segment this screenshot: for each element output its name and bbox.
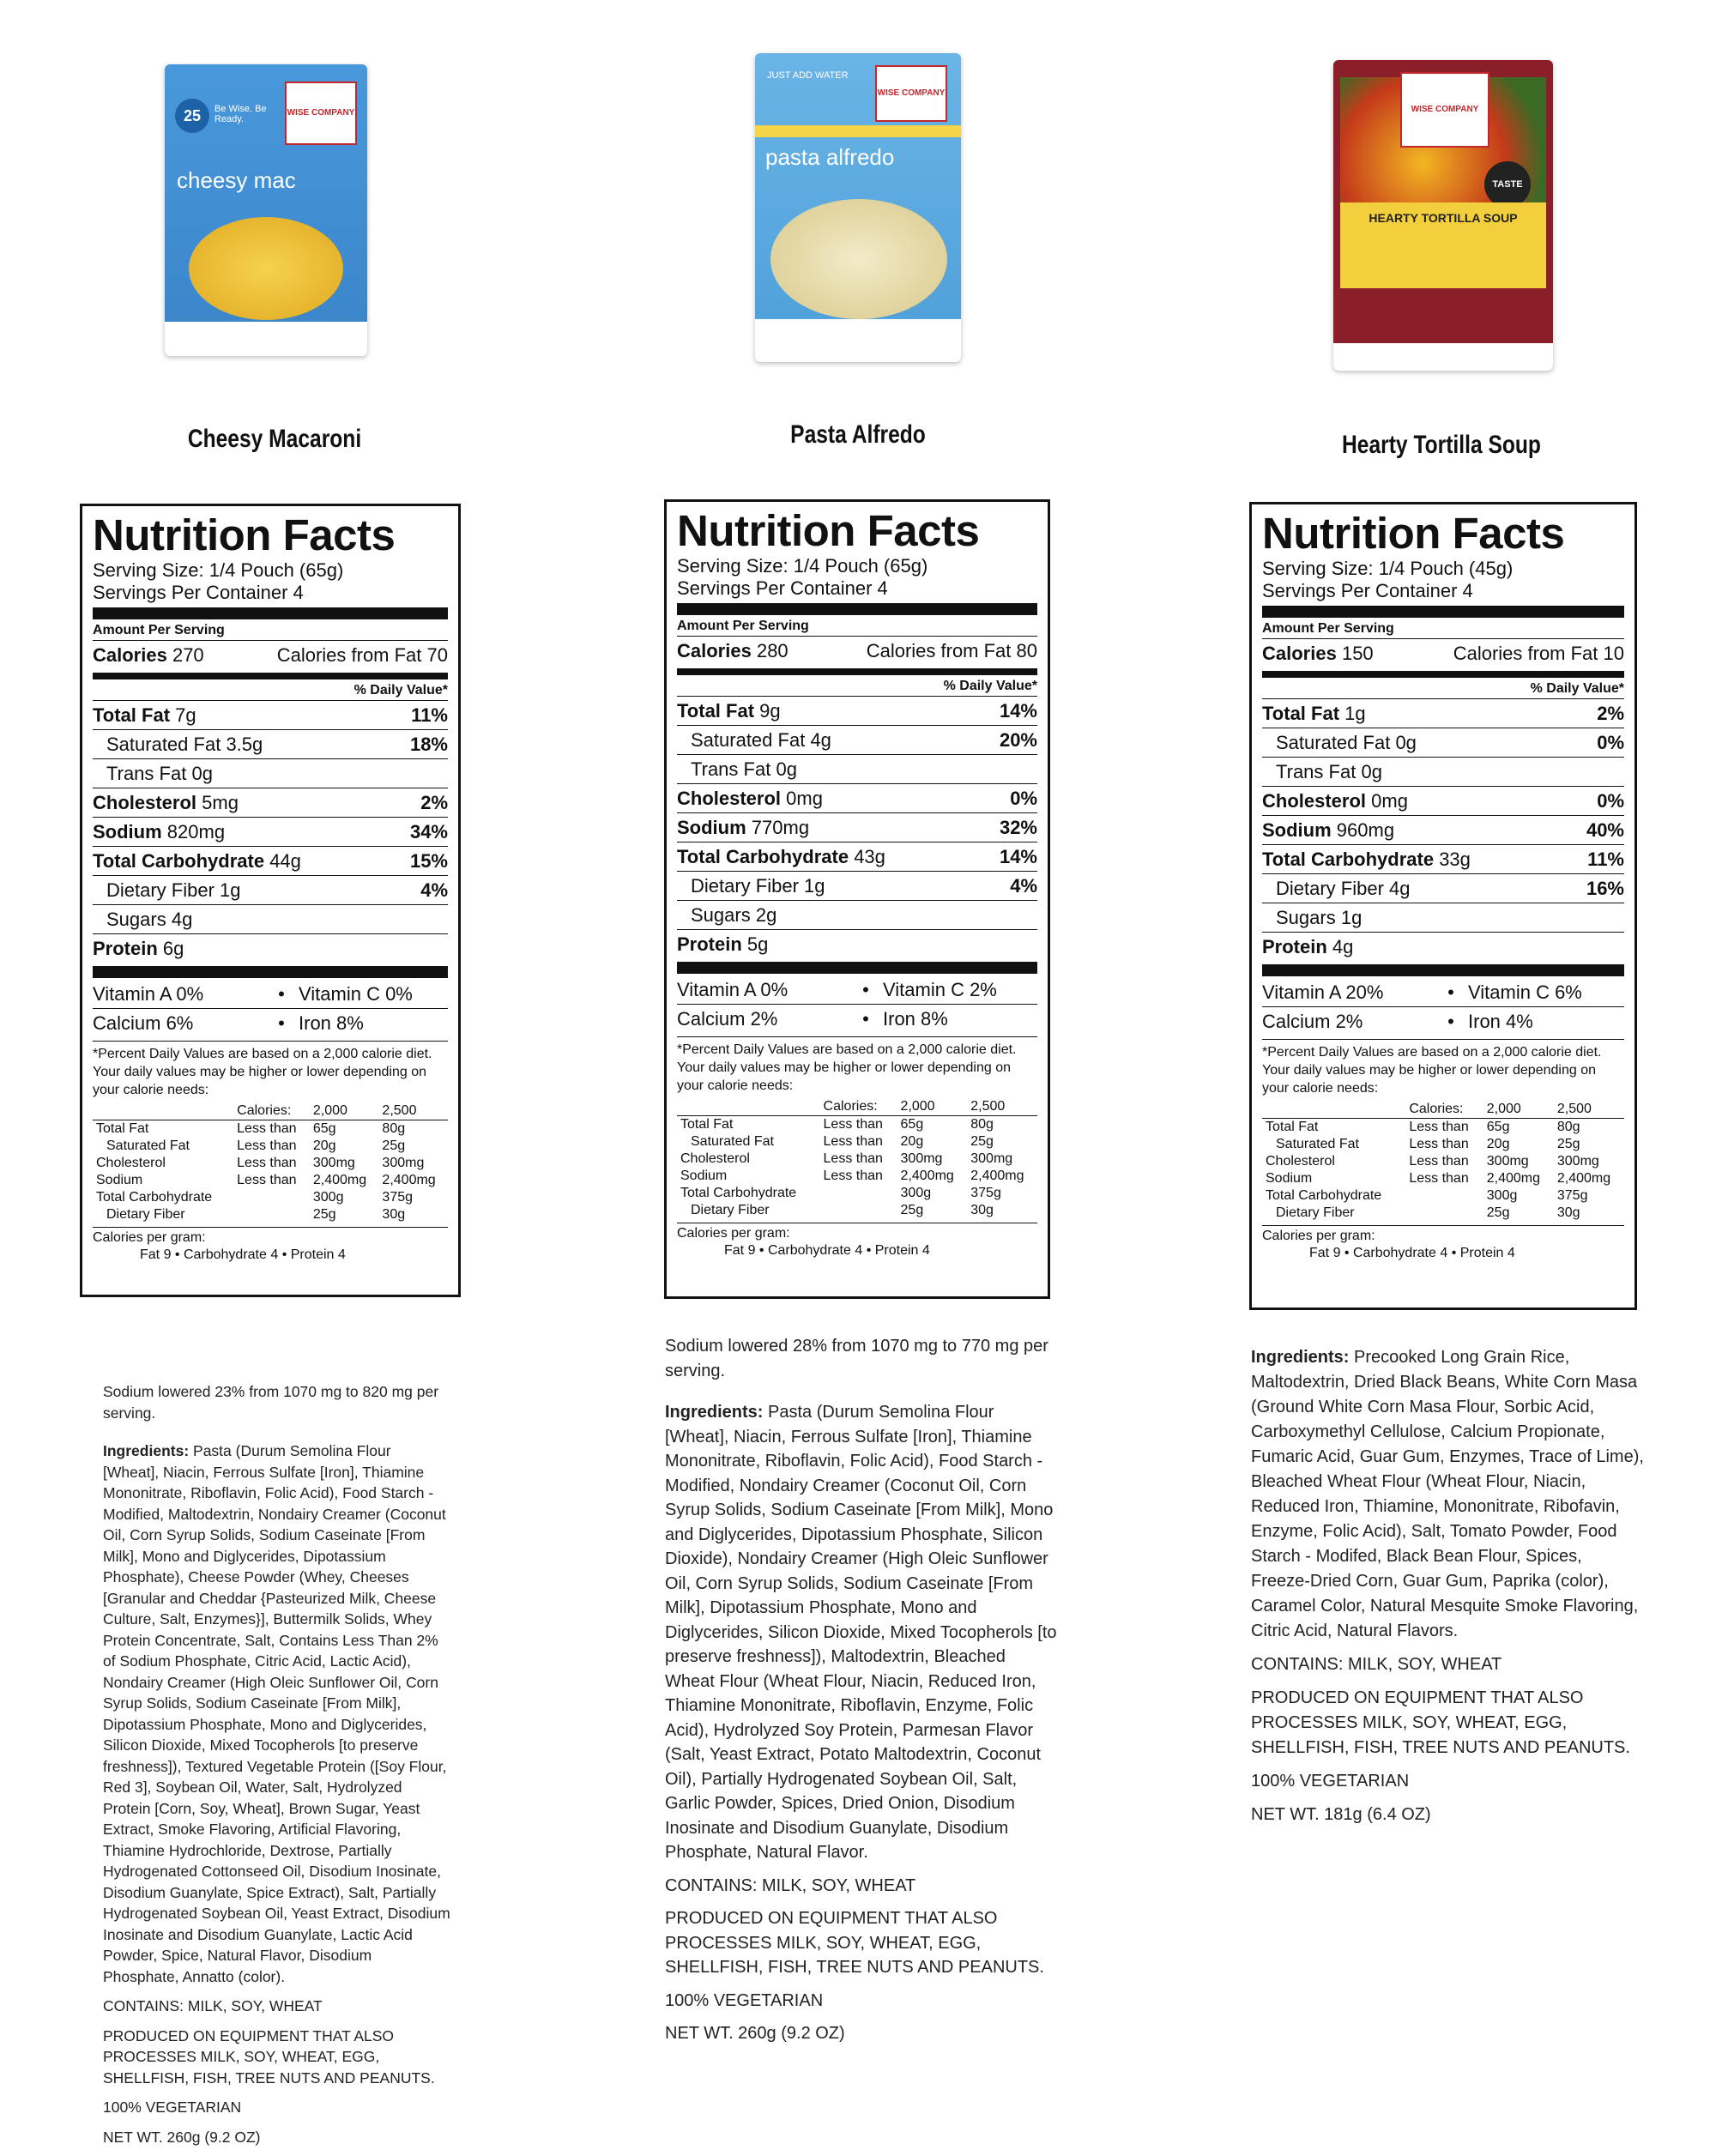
product-column-2 [583, 0, 1133, 2145]
nutrient-row: Trans Fat 0g [1262, 757, 1624, 786]
equipment-warning: PRODUCED ON EQUIPMENT THAT ALSO PROCESSES MILK, SOY, WHEAT, EGG, SHELLFISH, FISH, TREE NUTS AND PEANUTS. [103, 2026, 435, 2087]
contains: CONTAINS: MILK, SOY, WHEAT [103, 1997, 323, 2014]
daily-value-header: % Daily Value* [1530, 681, 1624, 696]
product-column-1 [0, 0, 549, 2145]
ingredients: Precooked Long Grain Rice, Maltodextrin, Dried Black Beans, White Corn Masa (Ground White Corn Masa Flour, Sorbic Acid, Carboxymethyl Cellulose, Calcium Propionate, Fumaric Acid, Guar Gum, Enzymes, Trace of Lime), Bleached Wheat Flour (Wheat Flour, Niacin, Reduced Iron, Thiamine, Mononitrate, Ribofavin, Enzyme, Folic Acid), Salt, Tomato Powder, Food Starch - Modifed, Black Bean Flour, Spices, Freeze-Dried Corn, Guar Gum, Paprika (color), Caramel Color, Natural Mesquite Smoke Flavoring, Citric Acid, Natural Flavors. [1251, 1348, 1644, 1640]
dv-reference-row: Total Carbohydrate 300g 375g [1266, 1188, 1588, 1203]
nutrient-row: Dietary Fiber 1g 4% [677, 871, 1037, 900]
dv-reference-row: Total Fat Less than 65g 80g [96, 1121, 406, 1136]
serving-size: Serving Size: 1/4 Pouch (65g) [93, 559, 344, 581]
nutrient-row: Total Carbohydrate 33g 11% [1262, 844, 1624, 873]
nutrient-row: Total Fat 1g 2% [1262, 698, 1624, 728]
food-photo [189, 217, 343, 320]
dv-reference-row: Dietary Fiber 25g 30g [691, 1203, 994, 1217]
nutrition-facts-panel [1249, 502, 1637, 1310]
dv-reference-row: Total Carbohydrate 300g 375g [96, 1190, 414, 1205]
daily-value-header: % Daily Value* [353, 683, 448, 698]
net-weight: NET WT. 181g (6.4 OZ) [1251, 1805, 1431, 1824]
nutrient-row: Sodium 820mg 34% [93, 817, 448, 846]
package-name: cheesy mac [177, 167, 296, 193]
nf-heading: Nutrition Facts [677, 506, 980, 555]
contains: CONTAINS: MILK, SOY, WHEAT [1251, 1655, 1502, 1674]
nutrient-row: Sugars 1g [1262, 903, 1624, 932]
nutrient-row: Saturated Fat 0g 0% [1262, 728, 1624, 757]
dv-reference-table: Calories: 2,000 2,500 Total Fat Less than 65g 80g Saturated Fat Less than 20g 25g Cholesterol Less than 300mg 300mg Sodium Less than 2,400mg 2,400mg Total Carbohydrate 300g 375g Dietary Fiber 25g 30g [93, 1102, 448, 1223]
mineral-row: Calcium 2% • Iron 4% [1262, 1006, 1624, 1036]
amount-per-serving: Amount Per Serving [1262, 621, 1394, 636]
nutrient-row: Saturated Fat 3.5g 18% [93, 729, 448, 758]
package-name: HEARTY TORTILLA SOUP [1369, 211, 1518, 225]
dv-reference-row: Sodium Less than 2,400mg 2,400mg [680, 1169, 1024, 1183]
vegetarian: 100% VEGETARIAN [665, 1990, 824, 2010]
nf-heading: Nutrition Facts [93, 510, 396, 559]
food-photo [770, 199, 947, 319]
equipment-warning: PRODUCED ON EQUIPMENT THAT ALSO PROCESSES MILK, SOY, WHEAT, EGG, SHELLFISH, FISH, TREE NUTS AND PEANUTS. [1251, 1688, 1630, 1757]
contains: CONTAINS: MILK, SOY, WHEAT [665, 1875, 916, 1895]
nutrient-row: Saturated Fat 4g 20% [677, 725, 1037, 754]
equipment-warning: PRODUCED ON EQUIPMENT THAT ALSO PROCESSES MILK, SOY, WHEAT, EGG, SHELLFISH, FISH, TREE NUTS AND PEANUTS. [665, 1909, 1044, 1977]
package-tagline: Be Wise. Be Ready. [214, 104, 267, 124]
dv-reference-row: Dietary Fiber 25g 30g [106, 1207, 406, 1222]
nutrient-row: Protein 6g [93, 933, 448, 963]
dv-footnote: *Percent Daily Values are based on a 2,000 calorie diet. Your daily values may be higher or lower depending on your calorie needs: [1262, 1039, 1624, 1097]
package-image-3 [1333, 60, 1553, 371]
nutrient-row: Total Carbohydrate 44g 15% [93, 846, 448, 875]
vitamin-row: Vitamin A 20% • Vitamin C 6% [1262, 981, 1582, 1003]
vegetarian: 100% VEGETARIAN [103, 2099, 242, 2116]
nutrient-row: Cholesterol 0mg 0% [677, 783, 1037, 812]
dv-reference-row: Cholesterol Less than 300mg 300mg [1266, 1154, 1599, 1169]
nutrition-facts-panel [80, 504, 461, 1297]
calories-row: Calories 280 Calories from Fat 80 [677, 636, 1037, 665]
nutrient-row: Dietary Fiber 1g 4% [93, 875, 448, 904]
vitamin-row: Vitamin A 0% • Vitamin C 2% [677, 979, 997, 1000]
brand-logo: WISE COMPANY [285, 82, 357, 145]
brand-logo: WISE COMPANY [875, 65, 947, 122]
product-text-3: Ingredients: Precooked Long Grain Rice, Maltodextrin, Dried Black Beans, White Corn Masa (Ground White Corn Masa Flour, Sorbic Acid, Carboxymethyl Cellulose, Calcium Propionate, Fumaric Acid, Guar Gum, Enzymes, Trace of Lime), Bleached Wheat Flour (Wheat Flour, Niacin, Reduced Iron, Thiamine, Mononitrate, Ribofavin, Enzyme, Folic Acid), Salt, Tomato Powder, Food Starch - Modifed, Black Bean Flour, Spices, Freeze-Dried Corn, Guar Gum, Paprika (color), Caramel Color, Natural Mesquite Smoke Flavoring, Citric Acid, Natural Flavors. CONTAINS: MILK, SOY, WHEAT PRODUCED ON EQUIPMENT THAT ALSO PROCESSES MILK, SOY, WHEAT, EGG, SHELLFISH, FISH, TREE NUTS AND PEANUTS. 100% VEGETARIAN NET WT. 181g (6.4 OZ) [1251, 1345, 1646, 1836]
dv-reference-row: Sodium Less than 2,400mg 2,400mg [96, 1173, 436, 1187]
nutrient-row: Total Fat 7g 11% [93, 700, 448, 729]
dv-reference-row: Total Fat Less than 65g 80g [680, 1117, 994, 1132]
calories-row: Calories 150 Calories from Fat 10 [1262, 638, 1624, 667]
nutrient-row: Sodium 770mg 32% [677, 812, 1037, 842]
nutrient-row: Cholesterol 5mg 2% [93, 788, 448, 817]
nutrient-row: Sodium 960mg 40% [1262, 815, 1624, 844]
vitamin-row: Vitamin A 0% • Vitamin C 0% [93, 983, 413, 1005]
dv-footnote: *Percent Daily Values are based on a 2,000 calorie diet. Your daily values may be higher or lower depending on your calorie needs: [93, 1041, 448, 1099]
nutrient-row: Trans Fat 0g [677, 754, 1037, 783]
nutrient-row: Total Fat 9g 14% [677, 696, 1037, 725]
dv-reference-row: Cholesterol Less than 300mg 300mg [96, 1156, 425, 1170]
nutrient-row: Sugars 4g [93, 904, 448, 933]
nutrient-row: Total Carbohydrate 43g 14% [677, 842, 1037, 871]
dv-reference-row: Saturated Fat Less than 20g 25g [1276, 1137, 1580, 1151]
nutrient-row: Cholesterol 0mg 0% [1262, 786, 1624, 815]
product-column-3 [1167, 0, 1716, 2145]
nutrient-row: Protein 4g [1262, 932, 1624, 961]
package-image-1 [165, 64, 367, 356]
dv-reference-table: Calories: 2,000 2,500 Total Fat Less than 65g 80g Saturated Fat Less than 20g 25g Cholesterol Less than 300mg 300mg Sodium Less than 2,400mg 2,400mg Total Carbohydrate 300g 375g Dietary Fiber 25g 30g [1262, 1101, 1624, 1222]
product-title: Cheesy Macaroni [187, 425, 362, 453]
package-name: pasta alfredo [765, 144, 895, 170]
mineral-row: Calcium 2% • Iron 8% [677, 1004, 1037, 1033]
product-title: Hearty Tortilla Soup [1342, 431, 1541, 459]
dv-reference-row: Cholesterol Less than 300mg 300mg [680, 1151, 1013, 1166]
package-image-2 [755, 53, 961, 362]
servings-per-container: Servings Per Container 4 [1262, 580, 1473, 601]
anniversary-badge: 25 [175, 99, 209, 133]
dv-reference-row: Dietary Fiber 25g 30g [1276, 1205, 1580, 1220]
taste-badge: TASTE [1484, 161, 1531, 208]
calories-per-gram: Calories per gram: Fat 9 • Carbohydrate 4 • Protein 4 [1262, 1225, 1624, 1262]
calories-row: Calories 270 Calories from Fat 70 [93, 640, 448, 669]
amount-per-serving: Amount Per Serving [93, 623, 225, 637]
nf-heading: Nutrition Facts [1262, 509, 1565, 558]
sodium-note: Sodium lowered 28% from 1070 mg to 770 mg per serving. [665, 1337, 1048, 1380]
nutrition-facts-panel [664, 499, 1050, 1299]
calories-per-gram: Calories per gram: Fat 9 • Carbohydrate 4 • Protein 4 [677, 1223, 1037, 1259]
mineral-row: Calcium 6% • Iron 8% [93, 1008, 448, 1037]
product-title: Pasta Alfredo [790, 420, 926, 449]
dv-reference-row: Sodium Less than 2,400mg 2,400mg [1266, 1171, 1611, 1186]
sodium-note: Sodium lowered 23% from 1070 mg to 820 mg per serving. [103, 1383, 439, 1422]
daily-value-header: % Daily Value* [943, 679, 1037, 693]
serving-size: Serving Size: 1/4 Pouch (65g) [677, 555, 928, 577]
net-weight: NET WT. 260g (9.2 OZ) [665, 2024, 845, 2043]
product-text-2: Sodium lowered 28% from 1070 mg to 770 mg per serving. Ingredients: Pasta (Durum Semolina Flour [Wheat], Niacin, Ferrous Sulfate [Iron], Thiamine Mononitrate, Riboflavin, Folic Acid), Food Starch - Modified, Nondairy Creamer (Coconut Oil, Corn Syrup Solids, Sodium Caseinate [From Milk], Mono and Diglycerides, Dipotassium Phosphate, Silicon Dioxide), Nondairy Creamer (High Oleic Sunflower Oil, Corn Syrup Solids, Sodium Caseinate [From Milk], Dipotassium Phosphate, Mono and Diglycerides, Silicon Dioxide, Mixed Tocopherols [to preserve freshness]), Maltodextrin, Bleached Wheat Flour (Wheat Flour, Niacin, Reduced Iron, Thiamine Mononitrate, Riboflavin, Enzyme, Folic Acid), Hydrolyzed Soy Protein, Parmesan Flavor (Salt, Yeast Extract, Potato Maltodextrin, Coconut Oil), Partially Hydrogenated Soybean Oil, Salt, Garlic Powder, Spices, Dried Onion, Disodium Inosinate and Disodium Guanylate, Disodium Phosphate, Natural Flavor. CONTAINS: MILK, SOY, WHEAT PRODUCED ON EQUIPMENT THAT ALSO PROCESSES MILK, SOY, WHEAT, EGG, SHELLFISH, FISH, TREE NUTS AND PEANUTS. 100% VEGETARIAN NET WT. 260g (9.2 OZ) [665, 1334, 1060, 2055]
nutrient-row: Sugars 2g [677, 900, 1037, 929]
dv-reference-table: Calories: 2,000 2,500 Total Fat Less than 65g 80g Saturated Fat Less than 20g 25g Cholesterol Less than 300mg 300mg Sodium Less than 2,400mg 2,400mg Total Carbohydrate 300g 375g Dietary Fiber 25g 30g [677, 1098, 1037, 1219]
servings-per-container: Servings Per Container 4 [677, 577, 888, 599]
dv-reference-row: Saturated Fat Less than 20g 25g [106, 1138, 406, 1153]
nutrient-row: Trans Fat 0g [93, 758, 448, 788]
amount-per-serving: Amount Per Serving [677, 619, 809, 633]
nutrient-row: Dietary Fiber 4g 16% [1262, 873, 1624, 903]
calories-per-gram: Calories per gram: Fat 9 • Carbohydrate 4 • Protein 4 [93, 1227, 448, 1264]
net-weight: NET WT. 260g (9.2 OZ) [103, 2128, 261, 2146]
brand-logo: WISE COMPANY [1400, 72, 1489, 148]
package-tagline: JUST ADD WATER [767, 70, 849, 81]
dv-footnote: *Percent Daily Values are based on a 2,000 calorie diet. Your daily values may be higher or lower depending on your calorie needs: [677, 1036, 1037, 1095]
dv-reference-row: Total Carbohydrate 300g 375g [680, 1186, 1001, 1200]
ingredients: Pasta (Durum Semolina Flour [Wheat], Niacin, Ferrous Sulfate [Iron], Thiamine Mononitrate, Riboflavin, Folic Acid), Food Starch - Modified, Nondairy Creamer (Coconut Oil, Corn Syrup Solids, Sodium Caseinate [From Milk], Mono and Diglycerides, Dipotassium Phosphate, Silicon Dioxide), Nondairy Creamer (High Oleic Sunflower Oil, Corn Syrup Solids, Sodium Caseinate [From Milk], Dipotassium Phosphate, Mono and Diglycerides, Silicon Dioxide, Mixed Tocopherols [to preserve freshness]), Maltodextrin, Bleached Wheat Flour (Wheat Flour, Niacin, Reduced Iron, Thiamine Mononitrate, Riboflavin, Enzyme, Folic Acid), Hydrolyzed Soy Protein, Parmesan Flavor (Salt, Yeast Extract, Potato Maltodextrin, Coconut Oil), Partially Hydrogenated Soybean Oil, Salt, Garlic Powder, Spices, Dried Onion, Disodium Inosinate and Disodium Guanylate, Disodium Phosphate, Natural Flavor. [665, 1403, 1057, 1862]
servings-per-container: Servings Per Container 4 [93, 582, 304, 603]
nutrient-row: Protein 5g [677, 929, 1037, 958]
dv-reference-row: Saturated Fat Less than 20g 25g [691, 1134, 994, 1149]
vegetarian: 100% VEGETARIAN [1251, 1772, 1410, 1791]
dv-reference-row: Total Fat Less than 65g 80g [1266, 1120, 1580, 1134]
ingredients: Pasta (Durum Semolina Flour [Wheat], Niacin, Ferrous Sulfate [Iron], Thiamine Mononitrate, Riboflavin, Folic Acid), Food Starch - Modified, Maltodextrin, Nondairy Creamer (Coconut Oil, Corn Syrup Solids, Sodium Caseinate [From Milk], Mono and Diglycerides, Dipotassium Phosphate), Cheese Powder (Whey, Cheeses [Granular and Cheddar {Pasteurized Milk, Cheese Culture, Salt, Enzymes}], Buttermilk Solids, Whey Protein Concentrate, Salt, Contains Less Than 2% of Sodium Phosphate, Citric Acid, Lactic Acid), Nondairy Creamer (High Oleic Sunflower Oil, Corn Syrup Solids, Sodium Caseinate [From Milk], Dipotassium Phosphate, Mono and Diglycerides, Silicon Dioxide, Mixed Tocopherols [to preserve freshness]), Textured Vegetable Protein ([Soy Flour, Red 3], Soybean Oil, Water, Salt, Hydrolyzed Protein [Corn, Soy, Wheat], Brown Sugar, Yeast Extract, Smoke Flavoring, Artificial Flavoring, Thiamine Hydrochloride, Dextrose, Partially Hydrogenated Cottonseed Oil, Disodium Inosinate, Disodium Guanylate, Spice Extract), Salt, Partially Hydrogenated Soybean Oil, Yeast Extract, Disodium Inosinate and Disodium Guanylate, Lactic Acid Powder, Spice, Natural Flavor, Disodium Phosphate, Annatto (color). [103, 1442, 450, 1985]
serving-size: Serving Size: 1/4 Pouch (45g) [1262, 558, 1514, 579]
product-text-1: Sodium lowered 23% from 1070 mg to 820 mg per serving. Ingredients: Pasta (Durum Semolina Flour [Wheat], Niacin, Ferrous Sulfate [Iron], Thiamine Mononitrate, Riboflavin, Folic Acid), Food Starch - Modified, Maltodextrin, Nondairy Creamer (Coconut Oil, Corn Syrup Solids, Sodium Caseinate [From Milk], Mono and Diglycerides, Dipotassium Phosphate), Cheese Powder (Whey, Cheeses [Granular and Cheddar {Pasteurized Milk, Cheese Culture, Salt, Enzymes}], Buttermilk Solids, Whey Protein Concentrate, Salt, Contains Less Than 2% of Sodium Phosphate, Citric Acid, Lactic Acid), Nondairy Creamer (High Oleic Sunflower Oil, Corn Syrup Solids, Sodium Caseinate [From Milk], Dipotassium Phosphate, Mono and Diglycerides, Silicon Dioxide, Mixed Tocopherols [to preserve freshness]), Textured Vegetable Protein ([Soy Flour, Red 3], Soybean Oil, Water, Salt, Hydrolyzed Protein [Corn, Soy, Wheat], Brown Sugar, Yeast Extract, Smoke Flavoring, Artificial Flavoring, Thiamine Hydrochloride, Dextrose, Partially Hydrogenated Cottonseed Oil, Disodium Inosinate, Disodium Guanylate, Spice Extract), Salt, Partially Hydrogenated Soybean Oil, Yeast Extract, Disodium Inosinate and Disodium Guanylate, Lactic Acid Powder, Spice, Natural Flavor, Disodium Phosphate, Annatto (color). CONTAINS: MILK, SOY, WHEAT PRODUCED ON EQUIPMENT THAT ALSO PROCESSES MILK, SOY, WHEAT, EGG, SHELLFISH, FISH, TREE NUTS AND PEANUTS. 100% VEGETARIAN NET WT. 260g (9.2 OZ) [103, 1381, 450, 2156]
